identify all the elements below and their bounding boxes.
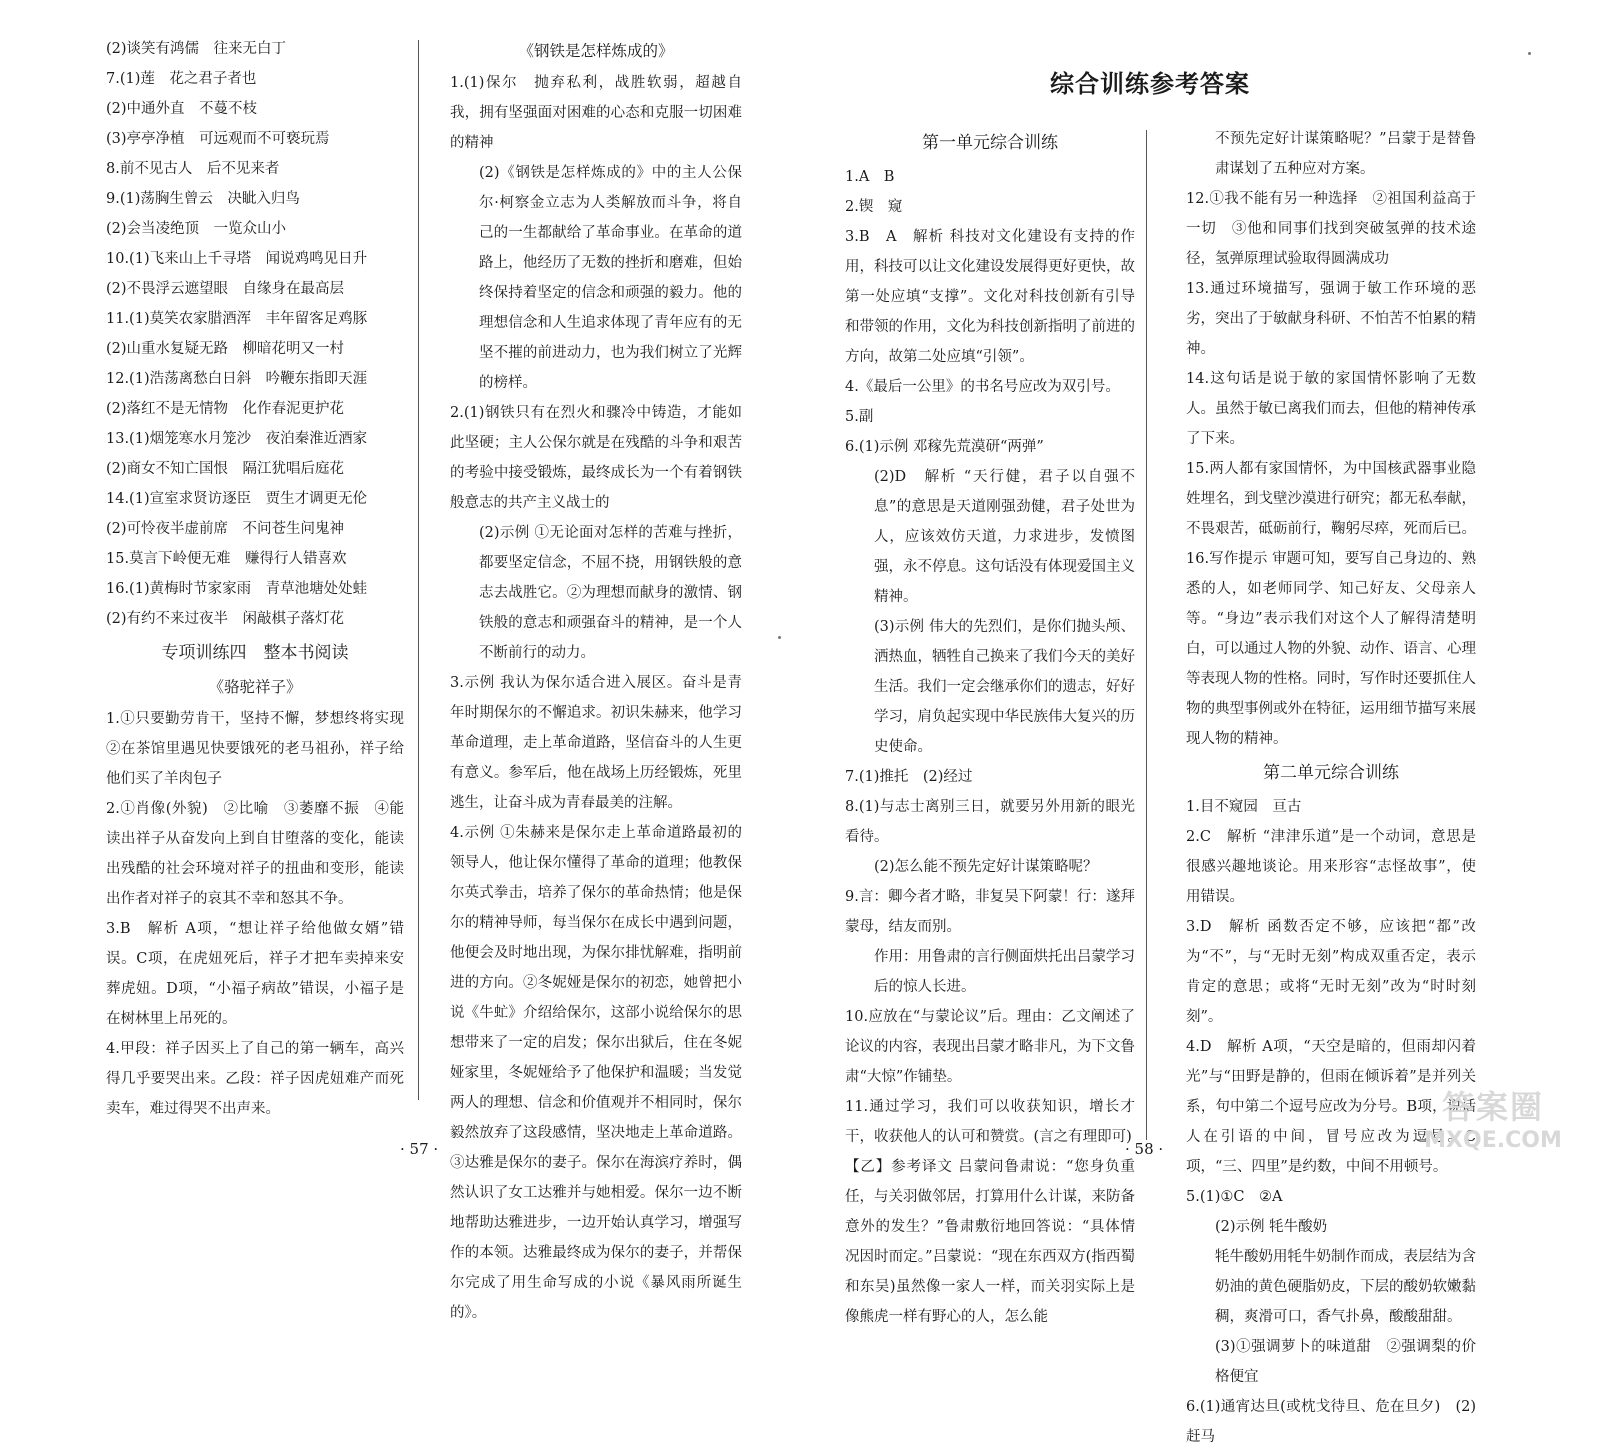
answer-line: (2)会当凌绝顶 一览众山小 <box>106 221 287 237</box>
watermark <box>1408 1082 1578 1153</box>
gangtie-answer-list <box>450 68 742 1328</box>
answer-line: (2)谈笑有鸿儒 往来无白丁 <box>106 41 287 57</box>
column-divider-right <box>1146 130 1147 1140</box>
answer-line: 【乙】参考译文 吕蒙问鲁肃说：“您身负重任，与关羽做邻居，打算用什么计谋，来防备意外的发生？”鲁肃敷衍地回答说：“具体情况因时而定。”吕蒙说：“现在东西双方(指西蜀和东吴)虽然像一家人一样，而关羽实际上是像熊虎一样有野心的人，怎么能 <box>845 1159 1135 1325</box>
left-page-column-1 <box>106 34 419 1124</box>
answer-line: (2)D 解析 “天行健，君子以自强不息”的意思是天道刚强劲健，君子处世为人，应该效仿天道，力求进步，发愤图强，永不停息。这句话没有体现爱国主义精神。 <box>874 469 1135 605</box>
answer-line: 7.(1)推托 (2)经过 <box>845 769 973 785</box>
column-divider <box>418 40 419 1100</box>
answer-line: (2)不畏浮云遮望眼 自缘身在最高层 <box>106 281 345 297</box>
answer-line: 1.①只要勤劳肯干，坚持不懈，梦想终将实现 ②在茶馆里遇见快要饿死的老马祖孙，祥子给他们买了羊肉包子 <box>106 711 419 787</box>
answer-line: 1.A B <box>845 169 895 185</box>
answer-line: 8.前不见古人 后不见来者 <box>106 161 280 177</box>
answer-line: 4.《最后一公里》的书名号应改为双引号。 <box>845 379 1120 395</box>
unit1-title: 第一单元综合训练 <box>922 133 1058 153</box>
answer-line: 7.(1)莲 花之君子者也 <box>106 71 257 87</box>
right-page-column-1 <box>845 124 1135 1332</box>
answer-line: 1.(1)保尔 抛弃私利，战胜软弱，超越自我，拥有坚强面对困难的心态和克服一切困难的精神 <box>450 75 742 151</box>
answer-line: 11.通过学习，我们可以收获知识，增长才干，收获他人的认可和赞赏。(言之有理即可) <box>845 1099 1135 1145</box>
answer-line: 6.(1)示例 邓稼先荒漠研“两弹” <box>845 439 1044 455</box>
answer-line: 不预先定好计谋策略呢？”吕蒙于是替鲁肃谋划了五种应对方案。 <box>1215 131 1476 177</box>
poetry-answer-list <box>106 34 404 634</box>
answer-line: (2)怎么能不预先定好计谋策略呢？ <box>874 859 1098 875</box>
answer-line: (2)山重水复疑无路 柳暗花明又一村 <box>106 341 345 357</box>
answer-line: (2)落红不是无情物 化作春泥更护花 <box>106 401 345 417</box>
answer-line: 16.写作提示 审题可知，要写自己身边的、熟悉的人，如老师同学、知己好友、父母亲人等。“身边”表示我们对这个人了解得清楚明白，可以通过人物的外貌、动作、语言、心理等表现人物的性格。同时，写作时还要抓住人物的典型事例或外在特征，运用细节描写来展现人物的精神。 <box>1186 551 1476 747</box>
right-page-column-2 <box>1186 124 1476 1452</box>
answer-line: (3)示例 伟大的先烈们，是你们抛头颅、洒热血，牺牲自己换来了我们今天的美好生活。我们一定会继承你们的遗志，好好学习，肩负起实现中华民族伟大复兴的历史使命。 <box>874 619 1135 755</box>
answer-line: (2)可怜夜半虚前席 不问苍生问鬼神 <box>106 521 345 537</box>
answer-line: 14.(1)宣室求贤访逐臣 贾生才调更无伦 <box>106 491 368 507</box>
answer-line: (2)《钢铁是怎样炼成的》中的主人公保尔·柯察金立志为人类解放而斗争，将自己的一生都献给了革命事业。在革命的道路上，他经历了无数的挫折和磨难，但始终保持着坚定的信念和顽强的毅力。他的理想信念和人生追求体现了青年应有的无坚不摧的前进动力，也为我们树立了光辉的榜样。 <box>479 165 742 391</box>
answer-line: (2)中通外直 不蔓不枝 <box>106 101 258 117</box>
answer-line: 牦牛酸奶用牦牛奶制作而成，表层结为含奶油的黄色硬脂奶皮，下层的酸奶软嫩黏稠，爽滑可口，香气扑鼻，酸酸甜甜。 <box>1215 1249 1476 1325</box>
section-title: 专项训练四 整本书阅读 <box>161 643 349 663</box>
margin-dot-mark <box>1528 52 1531 55</box>
answer-line: (3)①强调萝卜的味道甜 ②强调梨的价格便宜 <box>1215 1339 1476 1385</box>
answer-line: 15.莫言下岭便无难 赚得行人错喜欢 <box>106 551 347 567</box>
answer-line: 14.这句话是说于敏的家国情怀影响了无数人。虽然于敏已离我们而去，但他的精神传承了下来。 <box>1186 371 1476 447</box>
answer-line: 1.目不窥园 亘古 <box>1186 799 1302 815</box>
unit1-answer-list <box>845 162 1135 1332</box>
answer-line: 16.(1)黄梅时节家家雨 青草池塘处处蛙 <box>106 581 368 597</box>
answer-line: 6.(1)通宵达旦(或枕戈待旦、危在旦夕) (2)赶马 <box>1186 1399 1476 1445</box>
answer-line: 2.锲 窥 <box>845 199 903 215</box>
luotuo-answer-list <box>106 704 419 1124</box>
answer-line: 15.两人都有家国情怀，为中国核武器事业隐姓埋名，到戈壁沙漠进行研究；都无私奉献，不畏艰苦，砥砺前行，鞠躬尽瘁，死而后已。 <box>1186 461 1476 537</box>
answer-line: 作用：用鲁肃的言行侧面烘托出吕蒙学习后的惊人长进。 <box>874 949 1135 995</box>
answer-line: 13.(1)烟笼寒水月笼沙 夜泊秦淮近酒家 <box>106 431 368 447</box>
answer-line: 3.示例 我认为保尔适合进入展区。奋斗是青年时期保尔的不懈追求。初识朱赫来，他学习革命道理，走上革命道路，坚信奋斗的人生更有意义。参军后，他在战场上历经锻炼，死里逃生，让奋斗成为青春最美的注解。 <box>450 675 742 811</box>
book-title-gangtie: 《钢铁是怎样炼成的》 <box>518 42 674 60</box>
answer-line: 9.(1)荡胸生曾云 决眦入归鸟 <box>106 191 300 207</box>
answer-line: 4.D 解析 A项，“天空是暗的，但雨却闪着光”与“田野是静的，但雨在倾诉着”是并列关系，句中第二个逗号应改为分号。B项，说话人在引语的中间，冒号应改为逗号。C项，“三、四里”是约数，中间不用顿号。 <box>1186 1039 1476 1175</box>
answer-line: 3.B A 解析 科技对文化建设有支持的作用，科技可以让文化建设发展得更好更快，故第一处应填“支撑”。文化对科技创新有引导和带领的作用，文化为科技创新指明了前进的方向，故第二处应填“引领”。 <box>845 229 1135 365</box>
answer-line: 12.(1)浩荡离愁白日斜 吟鞭东指即天涯 <box>106 371 368 387</box>
unit2-title: 第二单元综合训练 <box>1263 763 1399 783</box>
answer-line: (2)示例 牦牛酸奶 <box>1215 1219 1328 1235</box>
answer-line: 2.(1)钢铁只有在烈火和骤冷中铸造，才能如此坚硬；主人公保尔就是在残酷的斗争和艰苦的考验中接受锻炼，最终成长为一个有着钢铁般意志的共产主义战士的 <box>450 405 742 511</box>
answer-line: 5.(1)①C ②A <box>1186 1189 1283 1205</box>
main-title: 综合训练参考答案 <box>1050 69 1250 98</box>
answer-line: 3.D 解析 函数否定不够，应该把“都”改为“不”，与“无时无刻”构成双重否定，表示肯定的意思；或将“无时无刻”改为“时时刻刻”。 <box>1186 919 1476 1025</box>
answer-line: (2)商女不知亡国恨 隔江犹唱后庭花 <box>106 461 345 477</box>
answer-line: 4.甲段：祥子因买上了自己的第一辆车，高兴得几乎要哭出来。乙段：祥子因虎妞难产而死卖车，难过得哭不出声来。 <box>106 1041 404 1117</box>
unit1-answer-list-continued <box>1186 124 1476 754</box>
answer-line: 13.通过环境描写，强调于敏工作环境的恶劣，突出了于敏献身科研、不怕苦不怕累的精神。 <box>1186 281 1476 357</box>
answer-line: 4.示例 ①朱赫来是保尔走上革命道路最初的领导人，他让保尔懂得了革命的道理；他教保尔英式拳击，培养了保尔的革命热情；他是保尔的精神导师，每当保尔在成长中遇到问题，他便会及时地出现，为保尔排忧解难，指明前进的方向。②冬妮娅是保尔的初恋，她曾把小说《牛虻》介绍给保尔，这部小说给保尔的思想带来了一定的启发；保尔出狱后，住在冬妮娅家里，冬妮娅给予了他保护和温暖；当发觉两人的理想、信念和价值观并不相同时，保尔毅然放弃了这段感情，坚决地走上革命道路。③达雅是保尔的妻子。保尔在海滨疗养时，偶然认识了女工达雅并与她相爱。保尔一边不断地帮助达雅进步，一边开始认真学习，增强写作的本领。达雅最终成为保尔的妻子，并帮保尔完成了用生命写成的小说《暴风雨所诞生的》。 <box>450 825 742 1321</box>
watermark-logo-text: 答案圈 <box>1441 1088 1544 1126</box>
answer-line: 11.(1)莫笑农家腊酒浑 丰年留客足鸡豚 <box>106 311 368 327</box>
answer-line: 2.C 解析 “津津乐道”是一个动词，意思是很感兴趣地谈论。用来形容“志怪故事”，使用错误。 <box>1186 829 1476 905</box>
watermark-url: MXQE.COM <box>1424 1128 1562 1153</box>
answer-line: (2)有约不来过夜半 闲敲棋子落灯花 <box>106 611 345 627</box>
page-number-right: · 58 · <box>1125 1140 1164 1158</box>
margin-dot-mark <box>778 636 781 639</box>
answer-line: 5.副 <box>845 409 874 425</box>
page-number-left: · 57 · <box>400 1140 439 1158</box>
answer-line: 10.应放在“与蒙论议”后。理由：乙文阐述了论议的内容，表现出吕蒙才略非凡，为下文鲁肃“大惊”作铺垫。 <box>845 1009 1135 1085</box>
answer-line: 9.言：卿今者才略，非复吴下阿蒙！行：遂拜蒙母，结友而别。 <box>845 889 1135 935</box>
answer-line: (2)示例 ①无论面对怎样的苦难与挫折，都要坚定信念，不屈不挠，用钢铁般的意志去战胜它。②为理想而献身的激情、钢铁般的意志和顽强奋斗的精神，是一个人不断前行的动力。 <box>479 525 742 661</box>
book-title-luotuo: 《骆驼祥子》 <box>208 678 302 696</box>
answer-line: 10.(1)飞来山上千寻塔 闻说鸡鸣见日升 <box>106 251 368 267</box>
answer-line: (3)亭亭净植 可远观而不可亵玩焉 <box>106 131 330 147</box>
answer-line: 8.(1)与志士离别三日，就要另外用新的眼光看待。 <box>845 799 1135 845</box>
answer-line: 2.①肖像(外貌) ②比喻 ③萎靡不振 ④能读出祥子从奋发向上到自甘堕落的变化，能读出残酷的社会环境对祥子的扭曲和变形，能读出作者对祥子的哀其不幸和怒其不争。 <box>106 801 404 907</box>
answer-line: 3.B 解析 A项，“想让祥子给他做女婿”错误。C项，在虎妞死后，祥子才把车卖掉来安葬虎妞。D项，“小福子病故”错误，小福子是在树林里上吊死的。 <box>106 921 404 1027</box>
left-page-column-2 <box>450 34 742 1328</box>
answer-line: 12.①我不能有另一种选择 ②祖国利益高于一切 ③他和同事们找到突破氢弹的技术途径，氢弹原理试验取得圆满成功 <box>1186 191 1476 267</box>
